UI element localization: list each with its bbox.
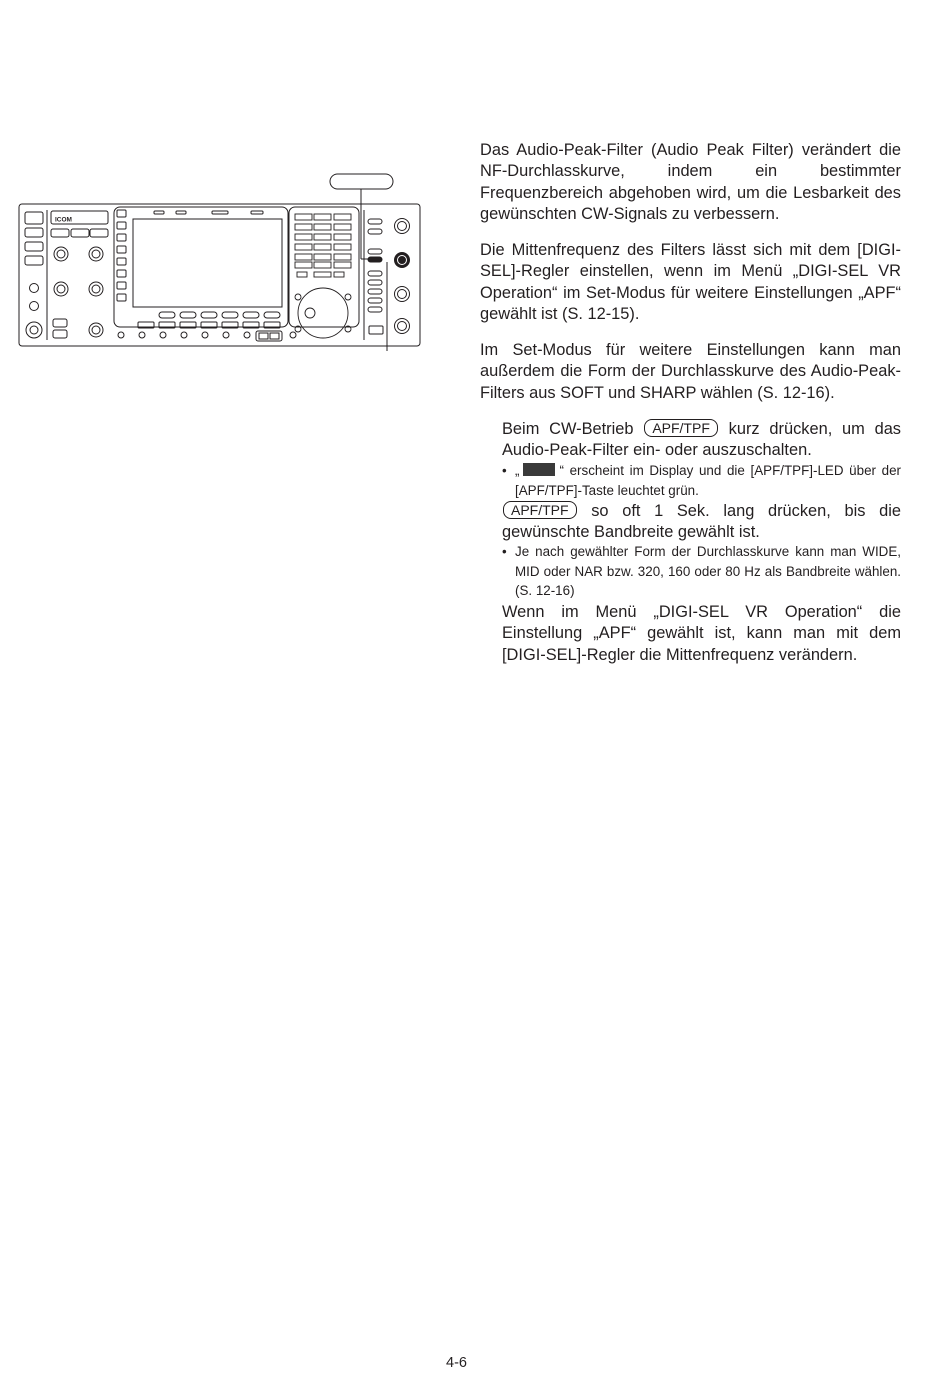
note-bandwidth-options: • Je nach gewählter Form der Durchlasskurve kann man WIDE, MID oder NAR bzw. 320, 160 oder 80 Hz als Bandbreite wählen. (S. 12-16) — [502, 544, 901, 598]
step-toggle-apf: Beim CW-Betrieb APF/TPF kurz drücken, um das Audio-Peak-Filter ein- oder auszuschalten. — [502, 420, 901, 460]
radio-front-panel-figure — [0, 0, 440, 360]
brand-logo: ICOM — [55, 216, 72, 224]
paragraph-center-frequency: Die Mittenfrequenz des Filters lässt sich mit dem [DIGI-SEL]-Regler einstellen, wenn im Menü „DIGI-SEL VR Operation“ im Set-Modus für weitere Einstellungen „APF“ gewählt ist (S. 12-15). — [480, 241, 901, 323]
paragraph-intro: Das Audio-Peak-Filter (Audio Peak Filter) verändert die NF-Durchlasskurve, indem ein bestimmter Frequenzbereich abgehoben wird, um die Lesbarkeit des gewünschten CW-Signals zu verbessern. — [480, 141, 901, 223]
apf-tpf-key: APF/TPF — [644, 419, 718, 437]
note-display-indicator: • „ “ erscheint im Display und die [APF/TPF]-LED über der [APF/TPF]-Taste leuchtet grün. — [502, 463, 901, 498]
digi-sel-knob — [394, 252, 410, 268]
apf-tpf-key: APF/TPF — [503, 501, 577, 519]
radio-body — [19, 204, 420, 346]
display-indicator-icon — [523, 463, 555, 476]
page-number: 4-6 — [446, 1355, 467, 1371]
main-dial — [298, 288, 348, 338]
callout-box — [330, 174, 393, 189]
paragraph-filter-shape: Im Set-Modus für weitere Einstellungen kann man außerdem die Form der Durchlasskurve des Audio-Peak-Filters aus SOFT und SHARP wählen (S. 12-16). — [480, 341, 901, 402]
display-bezel — [114, 207, 288, 327]
step-select-bandwidth: APF/TPF so oft 1 Sek. lang drücken, bis die gewünschte Bandbreite gewählt ist. — [502, 502, 901, 542]
step-digi-sel-adjust: Wenn im Menü „DIGI-SEL VR Operation“ die Einstellung „APF“ gewählt ist, kann man mit dem [DIGI-SEL]-Regler die Mittenfrequenz verändern. — [502, 603, 901, 664]
display-screen — [133, 219, 282, 307]
apf-tpf-key-highlight — [368, 257, 382, 262]
